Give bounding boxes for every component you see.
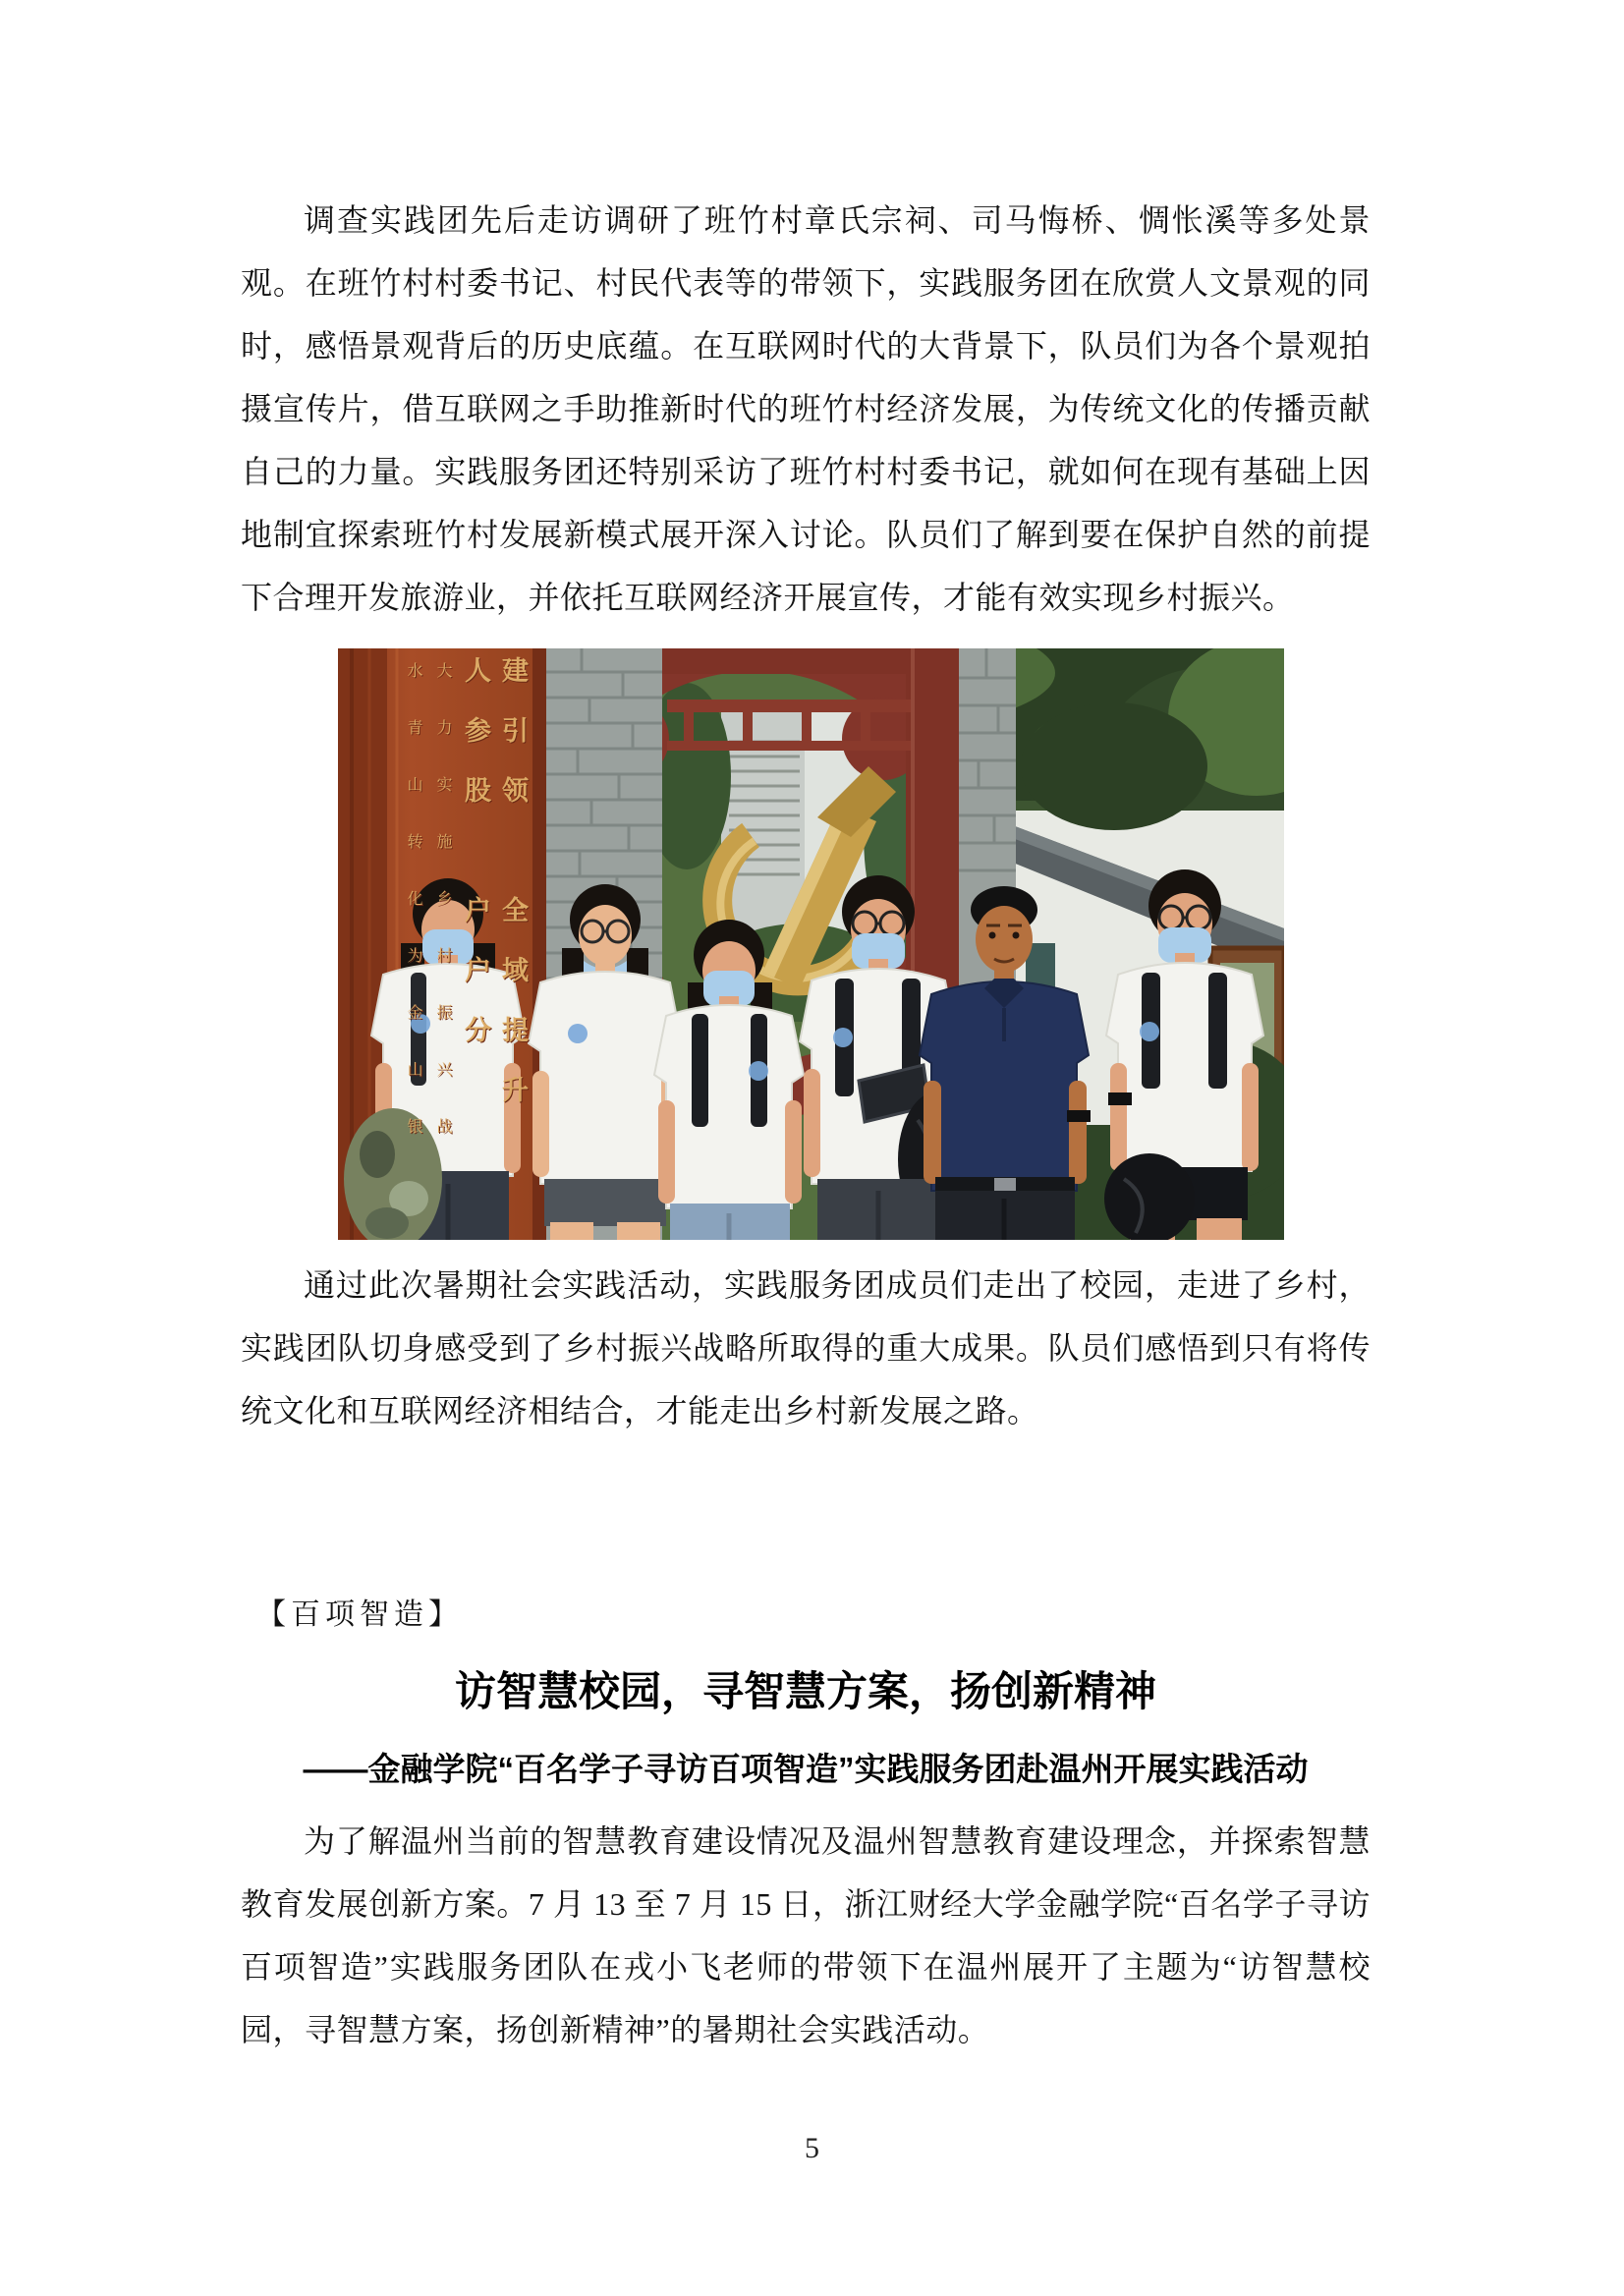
- article-title: 访智慧校园，寻智慧方案，扬创新精神: [454, 1668, 1156, 1714]
- board-calligraphy-column-1: 水青山转化为金山银: [405, 662, 423, 1175]
- paragraph-wenzhou-intro: 为了解温州当前的智慧教育建设情况及温州智慧教育建设理念，并探索智慧教育发展创新方案。7 月 13 至 7 月 15 日，浙江财经大学金融学院“百名学子寻访百项智造”实践服务团队在戎小飞老师的带领下在温州展开了主题为“访智慧校园，寻智慧方案，扬创新精神”的暑期社会实践活动。: [241, 1823, 1371, 2047]
- section-tag: 【百项智造】: [256, 1597, 463, 1632]
- board-calligraphy-column-2: 大力实施乡村振兴战: [434, 662, 453, 1175]
- page-number: 5: [805, 2132, 819, 2164]
- paragraph-village-visit: 调查实践团先后走访调研了班竹村章氏宗祠、司马悔桥、惆怅溪等多处景观。在班竹村村委书记、村民代表等的带领下，实践服务团在欣赏人文景观的同时，感悟景观背后的历史底蕴。在互联网时代的大背景下，队员们为各个景观拍摄宣传片，借互联网之手助推新时代的班竹村经济发展，为传统文化的传播贡献自己的力量。实践服务团还特别采访了班竹村村委书记，就如何在现有基础上因地制宜探索班竹村发展新模式展开深入讨论。队员们了解到要在保护自然的前提下合理开发旅游业，并依托互联网经济开展宣传，才能有效实现乡村振兴。: [241, 202, 1371, 615]
- article-subtitle: ——金融学院“百名学子寻访百项智造”实践服务团赴温州开展实践活动: [303, 1751, 1309, 1787]
- board-calligraphy-column-3: 人参股 户户分: [460, 656, 490, 1076]
- group-photo: [338, 648, 1284, 1240]
- paragraph-summary: 通过此次暑期社会实践活动，实践服务团成员们走出了校园，走进了乡村，实践团队切身感受到了乡村振兴战略所取得的重大成果。队员们感悟到只有将传统文化和互联网经济相结合，才能走出乡村新发展之路。: [241, 1267, 1371, 1428]
- board-calligraphy-column-4: 建引领 全域提升: [497, 656, 528, 1136]
- black-jacket-bag: [1104, 1153, 1195, 1240]
